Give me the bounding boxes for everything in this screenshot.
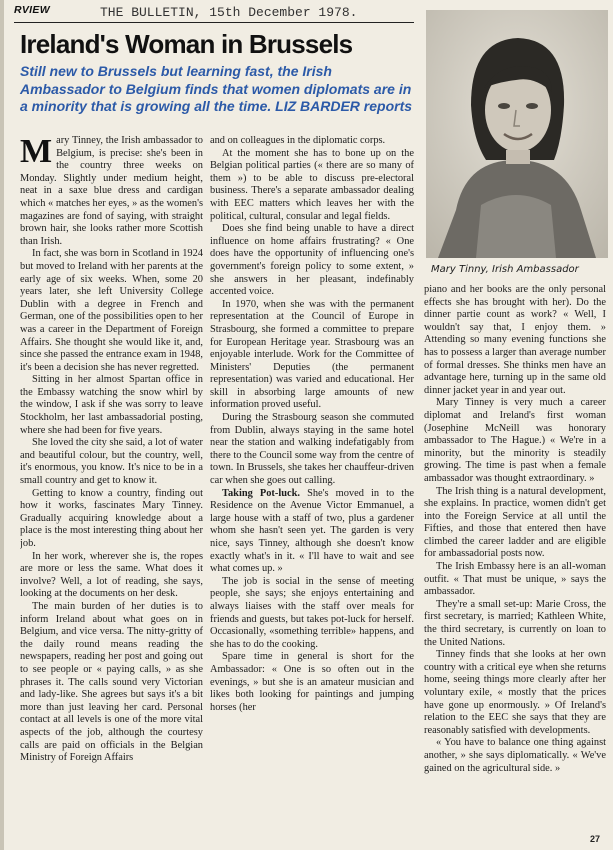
lead-paragraph	[20, 135, 203, 248]
paragraph: In her work, wherever she is, the ropes are more or less the same. What does it involve? Well, a lot of reading, she says, looking at the documents on her desk.	[20, 550, 203, 600]
paragraph: The Irish Embassy here is an all-woman outfit. « That must be unique, » says the ambassador.	[424, 561, 606, 598]
paragraph: Tinney finds that she looks at her own country with a critical eye when she returns home, seeing things more clearly after her voluntary exile, « mostly that the prices have gone up enormously. » Of Ireland's relation to the EEC she says that they are reasonably satisfied with developments.	[424, 649, 606, 736]
paragraph: « You have to balance one thing against another, » she says diplomatically. « We've gained on the agricultural side. »	[424, 737, 606, 774]
lead-text: ary Tinney, the Irish ambassador to Belgium, is precise: she's been in the country three weeks on Monday. Slightly under medium height, neat in a saxe blue dress and cardigan which « matches her eyes, » as the women's magazines are fond of saying, with straight brown hair, she looks rather more Scottish than Irish.	[20, 135, 203, 247]
subhead-text: She's moved in to the Residence on the Avenue Victor Emmanuel, a large house with a staff of two, plus a gardener whom she hasn't seen yet. The garden is very nice, says Tinney, although she doesn't know exactly what's in it. « I'll have to wait and see what comes up. »	[210, 487, 414, 575]
running-head: THE BULLETIN, 15th December 1978.	[100, 5, 358, 20]
text-column-2	[210, 135, 414, 840]
scan-edge	[0, 0, 4, 850]
subhead: Taking Pot-luck.	[222, 487, 300, 499]
paragraph: The job is social in the sense of meeting people, she says; she enjoys entertaining and always liaises with the staff over meals for friends and guests, but takes pot-luck for herself. Occasionally, «something terrible» happens, and she has to do the cooking.	[210, 575, 414, 650]
paragraph: She loved the city she said, a lot of water and beautiful colour, but the country, well, it's enormous, you know. It's nice to be in a small country and get to know it.	[20, 437, 203, 487]
standfirst: Still new to Brussels but learning fast, the Irish Ambassador to Belgium finds that women diplomats are in a minority that is growing all the time. LIZ BARDER reports	[20, 63, 413, 114]
paragraph: During the Strasbourg season she commuted from Dublin, always staying in the same hotel near the station and walking indefatigably from there to the Council some way from the centre of town. In Brussels, she takes her chauffeur-driven car when she goes out calling.	[210, 412, 414, 487]
portrait-photo-icon	[426, 10, 608, 258]
portrait-photo	[426, 10, 608, 258]
paragraph: Does she find being unable to have a direct influence on home affairs frustrating? « One does have the opportunity of influencing one's government's foreign policy to some extent, » she answers in her pleasant, indefinably accented voice.	[210, 223, 414, 298]
subhead-paragraph	[210, 488, 414, 576]
photo-caption: Mary Tinny, Irish Ambassador	[431, 264, 579, 275]
paragraph: Mary Tinney is very much a career diplomat and Ireland's first woman (Josephine McNeill was honorary ambassador to The Hague.) « We're in a minority, but the minority is steadily growing. The time is past when a female ambassador was thought extraordinary. »	[424, 397, 606, 484]
paragraph: and on colleagues in the diplomatic corps.	[210, 135, 386, 146]
paragraph: In 1970, when she was with the permanent representation at the Council of Europe in Strasbourg, she formed a committee to prepare for European Heritage year. Strasbourg was an enjoyable interlude. Work for the Committee of Ministers' Deputies (the permanent representation) was varied and educational. Her skill in absorbing large amounts of new information proved useful.	[210, 298, 414, 411]
paragraph: They're a small set-up: Marie Cross, the first secretary, is married; Kathleen White, the third secretary, is currently on loan to the United Nations.	[424, 598, 606, 648]
drop-cap: M	[20, 135, 53, 170]
paragraph: The main burden of her duties is to inform Ireland about what goes on in Belgium, and vice versa. The nitty-gritty of the daily round means reading the newspapers, reading her post and going out to see people or « paying calls, » as she phrases it. The calls sound very Victorian and lady-like. She agrees but says it's a bit more than just leaving her card. Personal contact at all levels is one of the more vital aspects of the job, although the courtesy calls are paid on officials in the Belgian Ministry of Foreign Affairs	[20, 600, 203, 764]
paragraph: At the moment she has to bone up on the Belgian political parties (« there are so many of them ») to be able to discuss pre-electoral business. There's a separate ambassador dealing with EEC matters which leaves her with the political, cultural, consular and legal fields.	[210, 147, 414, 222]
text-column-1	[20, 135, 203, 840]
section-tag: RVIEW	[14, 4, 50, 16]
paragraph: In fact, she was born in Scotland in 1924 but moved to Ireland with her parents at the early age of six weeks. When, some 20 years later, she left University College Dublin with a degree in French and German, one of the possibilities open to her was a career in the Department of Foreign Affairs. She thought she would like it, and, since she passed the entrance exam in 1948, it's been a decision she has never regretted.	[20, 248, 203, 373]
page-header	[14, 4, 414, 23]
text-column-3	[424, 284, 606, 834]
page-number: 27	[590, 834, 601, 844]
paragraph: The Irish thing is a natural development, she explains. In practice, women didn't get into the Foreign Service at all until the Fifties, and those that entered then have climbed the career ladder and are eligible for ambassadorial posts now.	[424, 485, 606, 560]
paragraph: piano and her books are the only personal effects she has brought with her). Do the dinner partie count as work? « Well, I wouldn't say that, I enjoy them. » Attending so many evening functions she has to possess a larger than average number of formal dresses. She thinks men have an advantage here, turning up in the same old dinner jacket year in and year out.	[424, 284, 606, 396]
headline: Ireland's Woman in Brussels	[20, 29, 353, 59]
paragraph: Spare time in general is short for the Ambassador: « One is so often out in the evenings, » but she is an amateur musician and likes both looking for paintings and jumping horses (her	[210, 651, 414, 713]
paragraph: Getting to know a country, finding out how it works, fascinates Mary Tinney. Gradually acquiring knowledge about a place is the most interesting thing about her job.	[20, 487, 203, 549]
paragraph: Sitting in her almost Spartan office in the Embassy watching the snow whirl by the window, I ask if she was sorry to leave Stockholm, her last ambassadorial posting, where she had been for five years.	[20, 374, 203, 436]
